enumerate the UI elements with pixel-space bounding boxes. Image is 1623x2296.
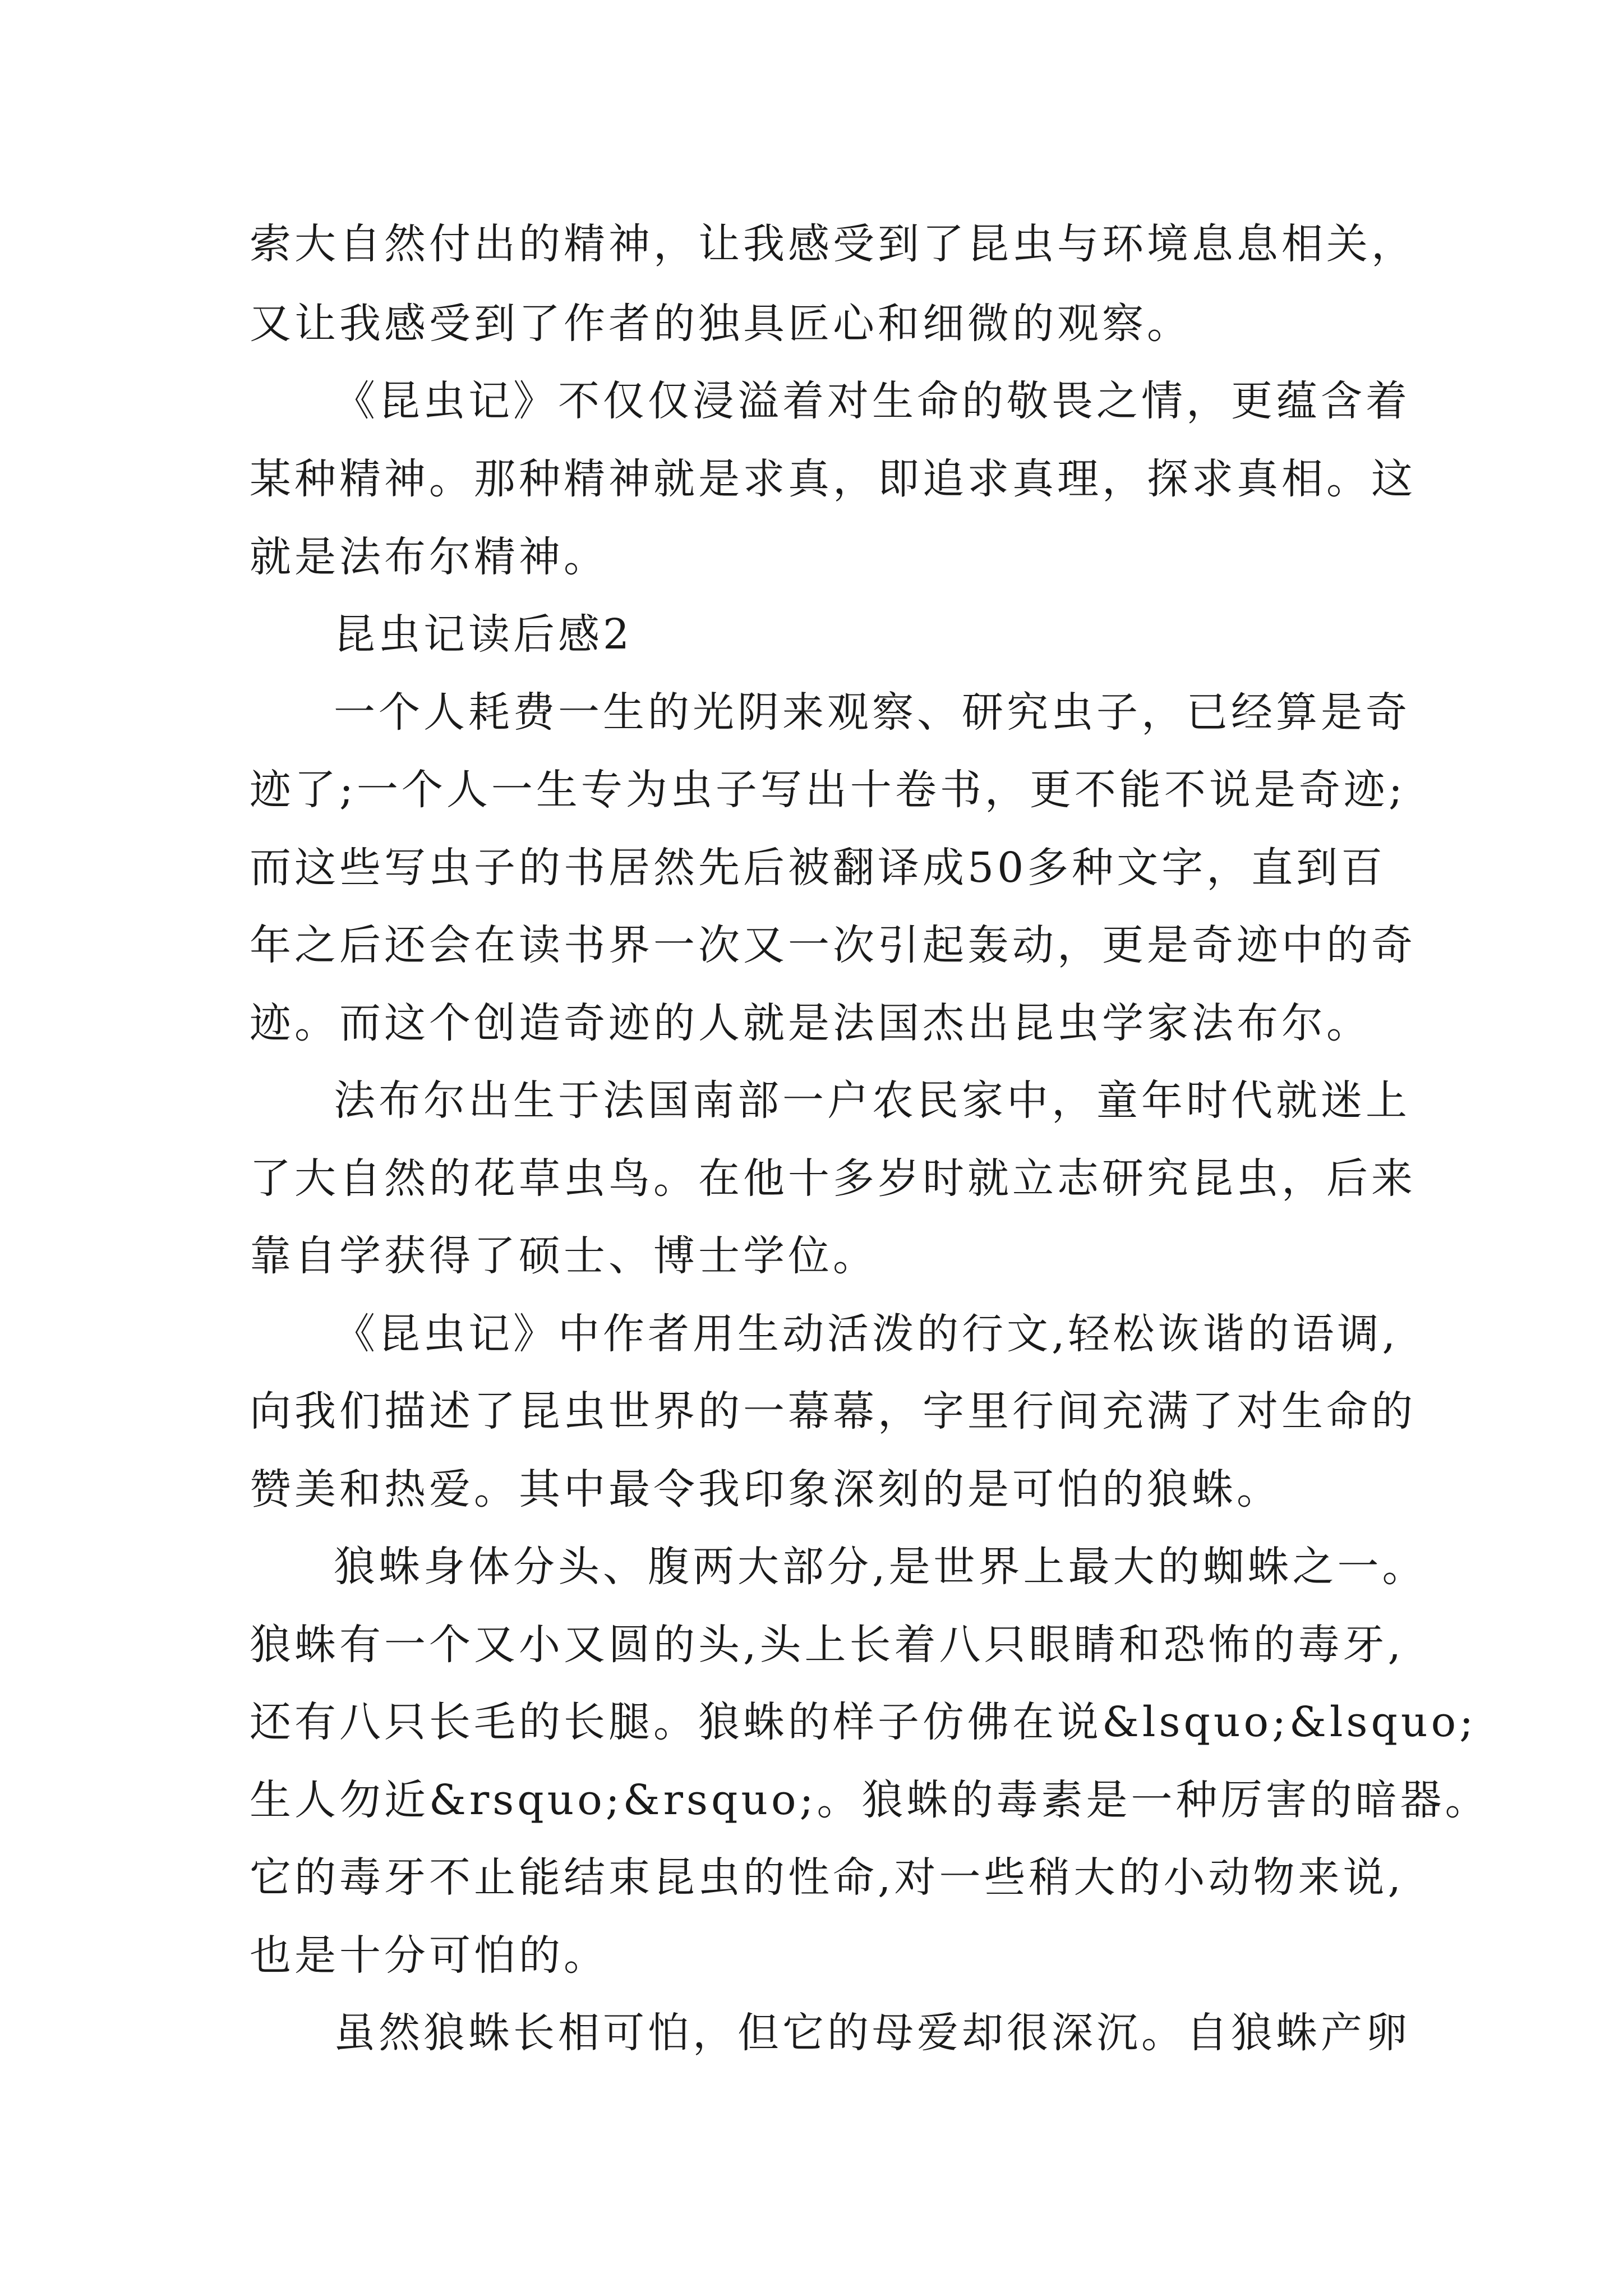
text-line-16: 向我们描述了昆虫世界的一幕幕，字里行间充满了对生命的 <box>250 1387 1416 1435</box>
text-line-5: 就是法布尔精神。 <box>250 533 608 581</box>
text-line-7: 一个人耗费一生的光阴来观察、研究虫子，已经算是奇 <box>334 688 1410 737</box>
text-line-21: 生人勿近&rsquo;&rsquo;。狼蛛的毒素是一种厉害的暗器。 <box>250 1776 1490 1824</box>
text-line-2: 又让我感受到了作者的独具匠心和细微的观察。 <box>250 300 1192 348</box>
text-line-4: 某种精神。那种精神就是求真，即追求真理，探求真相。这 <box>250 455 1416 503</box>
text-line-20: 还有八只长毛的长腿。狼蛛的样子仿佛在说&lsquo;&lsquo; <box>250 1698 1477 1746</box>
text-line-9: 而这些写虫子的书居然先后被翻译成50多种文字，直到百 <box>250 844 1386 892</box>
text-line-22: 它的毒牙不止能结束昆虫的性命,对一些稍大的小动物来说, <box>250 1853 1405 1902</box>
text-line-14: 靠自学获得了硕士、博士学位。 <box>250 1232 878 1280</box>
text-line-12: 法布尔出生于法国南部一户农民家中，童年时代就迷上 <box>334 1076 1410 1125</box>
text-line-8: 迹了;一个人一生专为虫子写出十卷书，更不能不说是奇迹; <box>250 766 1406 814</box>
text-line-18: 狼蛛身体分头、腹两大部分,是世界上最大的蜘蛛之一。 <box>334 1543 1427 1591</box>
text-line-3: 《昆虫记》不仅仅浸溢着对生命的敬畏之情，更蕴含着 <box>334 377 1410 425</box>
text-line-10: 年之后还会在读书界一次又一次引起轰动，更是奇迹中的奇 <box>250 921 1416 969</box>
text-line-19: 狼蛛有一个又小又圆的头,头上长着八只眼睛和恐怖的毒牙, <box>250 1621 1405 1669</box>
text-line-11: 迹。而这个创造奇迹的人就是法国杰出昆虫学家法布尔。 <box>250 999 1371 1047</box>
text-line-15: 《昆虫记》中作者用生动活泼的行文,轻松诙谐的语调, <box>334 1310 1399 1358</box>
text-line-17: 赞美和热爱。其中最令我印象深刻的是可怕的狼蛛。 <box>250 1465 1281 1513</box>
text-line-24: 虽然狼蛛长相可怕，但它的母爱却很深沉。自狼蛛产卵 <box>334 2009 1410 2057</box>
section-heading: 昆虫记读后感2 <box>334 610 633 659</box>
text-line-13: 了大自然的花草虫鸟。在他十多岁时就立志研究昆虫，后来 <box>250 1154 1416 1203</box>
text-line-1: 索大自然付出的精神，让我感受到了昆虫与环境息息相关， <box>250 220 1416 268</box>
text-line-23: 也是十分可怕的。 <box>250 1931 608 1980</box>
